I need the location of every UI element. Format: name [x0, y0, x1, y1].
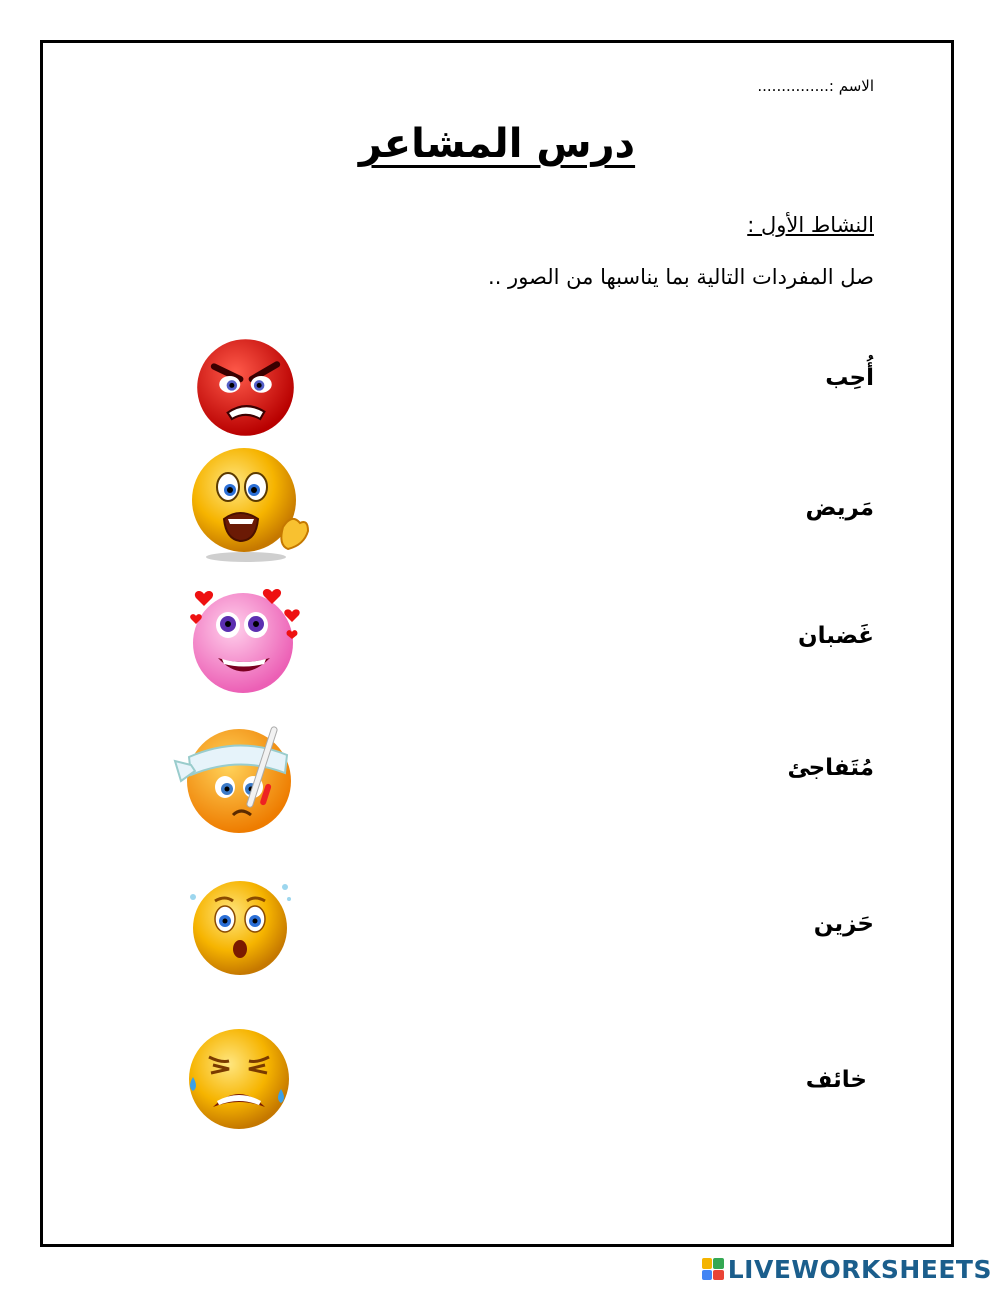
- word-angry[interactable]: غَضبان: [797, 623, 874, 649]
- student-name-line: الاسم :...............: [757, 77, 874, 95]
- brand-footer: [702, 1253, 992, 1285]
- word-love[interactable]: أُحِب: [825, 365, 874, 391]
- sick-face-icon[interactable]: [173, 715, 298, 840]
- word-sad[interactable]: حَزين: [813, 911, 874, 937]
- liveworksheets-logo-icon: [702, 1258, 724, 1280]
- angry-face-icon[interactable]: [193, 335, 298, 440]
- love-face-icon[interactable]: [188, 580, 308, 698]
- worksheet-page: [40, 40, 954, 1247]
- page-title: درس المشاعر: [358, 121, 636, 167]
- brand-name: LIVEWORKSHEETS: [727, 1254, 992, 1284]
- instruction-text: صل المفردات التالية بما يناسبها من الصور ..: [488, 265, 874, 289]
- crying-face-icon[interactable]: [183, 1021, 295, 1133]
- activity-label: النشاط الأول :: [747, 213, 874, 237]
- word-surprised[interactable]: مُتَفاجئ: [787, 755, 874, 781]
- shocked-face-icon[interactable]: [188, 445, 313, 565]
- surprised-face-icon[interactable]: [185, 873, 295, 978]
- word-sick[interactable]: مَريض: [805, 495, 874, 521]
- word-afraid[interactable]: خائف: [805, 1067, 867, 1093]
